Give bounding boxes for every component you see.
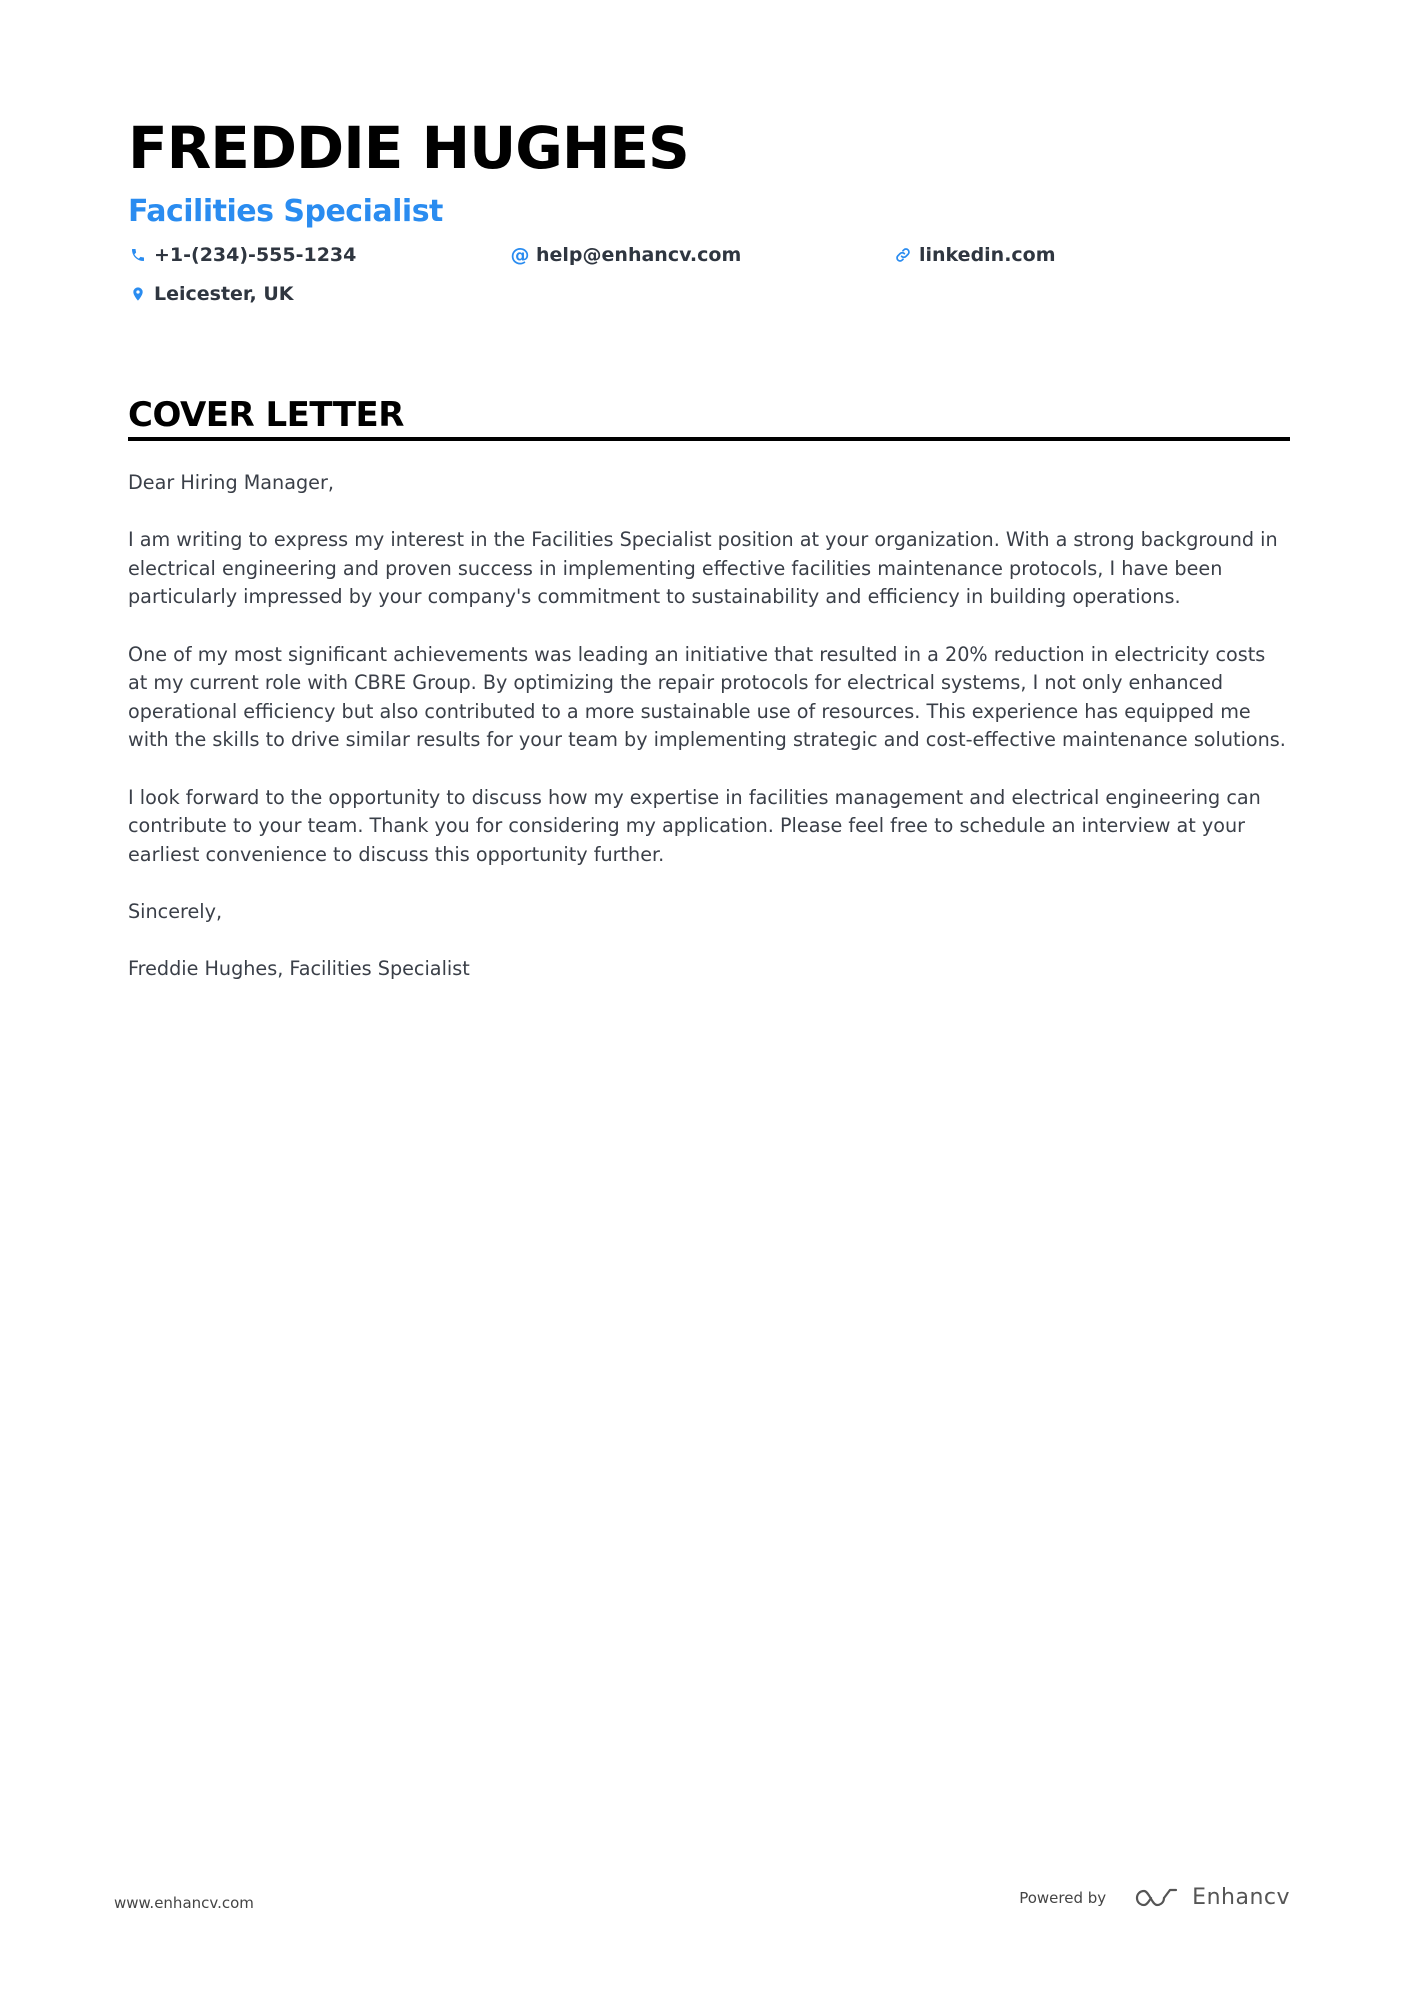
signature: Freddie Hughes, Facilities Specialist xyxy=(128,957,470,981)
link-icon xyxy=(893,245,913,265)
letter-paragraph: I look forward to the opportunity to discuss how my expertise in facilities management and electrical engineering can contribute to your team. Thank you for considering my application. Please feel free to schedule an interview at your earliest convenience to discuss this opportunity further. xyxy=(128,785,1261,866)
letter-paragraph: I am writing to express my interest in the Facilities Specialist position at your organization. With a strong background in electrical engineering and proven success in implementing effective facilities maintenance protocols, I have been particularly impressed by your company's commitment to sustainability and efficiency in building operations. xyxy=(128,528,1278,609)
phone-text: +1-(234)-555-1234 xyxy=(154,244,357,266)
contact-phone xyxy=(128,241,356,269)
map-pin-icon xyxy=(128,284,148,304)
enhancv-logo-icon xyxy=(1134,1886,1180,1910)
contact-linkedin xyxy=(893,241,1056,269)
brand-name: Enhancv xyxy=(1192,1885,1290,1910)
powered-by-text: Powered by xyxy=(1019,1888,1107,1907)
footer-website[interactable]: www.enhancv.com xyxy=(114,1894,254,1912)
at-icon: @ xyxy=(510,244,530,266)
letter-paragraph: One of my most significant achievements was leading an initiative that resulted in a 20% reduction in electricity costs at my current role with CBRE Group. By optimizing the repair protocols for electrical systems, I not only enhanced operational efficiency but also contributed to a more sustainable use of resources. This experience has equipped me with the skills to drive similar results for your team by implementing strategic and cost-effective maintenance solutions. xyxy=(128,642,1286,752)
candidate-title: Facilities Specialist xyxy=(128,194,443,229)
contact-location xyxy=(128,280,294,308)
closing: Sincerely, xyxy=(128,899,223,923)
email-text[interactable]: help@enhancv.com xyxy=(536,244,742,266)
phone-icon xyxy=(128,245,148,265)
letter-body xyxy=(128,469,1290,1012)
contact-email xyxy=(510,241,741,269)
footer-branding xyxy=(1019,1885,1290,1910)
candidate-name: FREDDIE HUGHES xyxy=(128,114,689,182)
brand-logo[interactable] xyxy=(1134,1885,1290,1910)
location-text: Leicester, UK xyxy=(154,283,294,305)
salutation: Dear Hiring Manager, xyxy=(128,471,334,494)
section-divider xyxy=(128,437,1290,441)
section-heading: COVER LETTER xyxy=(128,395,404,435)
linkedin-text[interactable]: linkedin.com xyxy=(919,244,1056,266)
